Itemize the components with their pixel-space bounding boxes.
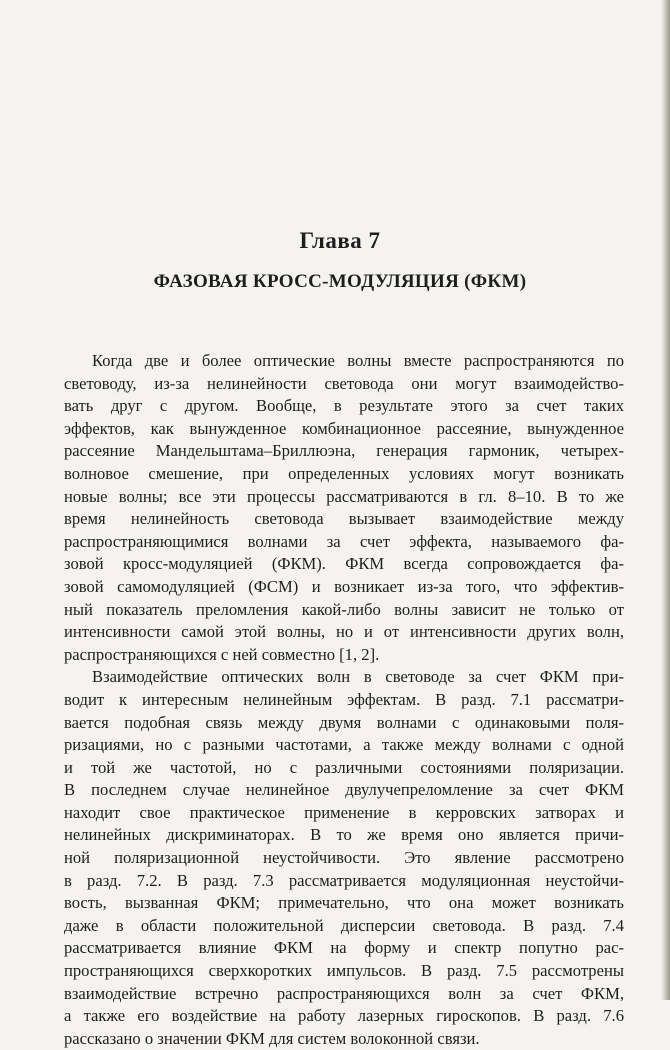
text-line: рассеяние Мандельштама–Бриллюэна, генерация гармоник, четырех- (64, 441, 624, 461)
text-line: вость, вызванная ФКМ; примечательно, что она может возникать (64, 893, 624, 913)
text-line: световоду, из-за нелинейности световода они могут взаимодейство- (64, 373, 624, 393)
text-line: находит свое практическое применение в керровских затворах и (64, 802, 624, 822)
text-line: ной поляризационной неустойчивости. Это явление рассмотрено (64, 848, 624, 868)
paragraph-1 (64, 350, 624, 666)
page-edge-shadow (661, 0, 670, 1000)
chapter-title: ФАЗОВАЯ КРОСС-МОДУЛЯЦИЯ (ФКМ) (153, 271, 527, 292)
text-line: ризациями, но с разными частотами, а также между волнами с одной (64, 735, 624, 755)
text-line: новые волны; все эти процессы рассматриваются в гл. 8–10. В то же (64, 486, 624, 506)
chapter-number: Глава 7 (299, 228, 381, 253)
text-line: взаимодействие встречно распространяющихся волн за счет ФКМ, (64, 983, 624, 1003)
text-line: вать друг с другом. Вообще, в результате этого за счет таких (64, 396, 624, 416)
text-line: волновое смешение, при определенных условиях могут возникать (64, 463, 624, 483)
text-line: интенсивности самой этой волны, но и от интенсивности других волн, (64, 622, 624, 642)
text-line: ный показатель преломления какой-либо волны зависит не только от (64, 599, 624, 619)
text-line: распространяющимися волнами за счет эффекта, называемого фа- (64, 531, 624, 551)
text-line: В последнем случае нелинейное двулучепреломление за счет ФКМ (64, 780, 624, 800)
text-line: Взаимодействие оптических волн в световоде за счет ФКМ при- (92, 667, 624, 687)
text-line: рассматривается влияние ФКМ на форму и спектр попутно рас- (64, 938, 624, 958)
text-line: зовой самомодуляцией (ФСМ) и возникает из-за того, что эффектив- (64, 576, 624, 596)
text-line: Когда две и более оптические волны вместе распространяются по (92, 351, 624, 370)
text-line: время нелинейность световода вызывает взаимодействие между (64, 509, 624, 529)
chapter-intro-text (64, 350, 624, 1050)
paragraph-2 (64, 666, 624, 1050)
text-line: зовой кросс-модуляцией (ФКМ). ФКМ всегда сопровождается фа- (64, 554, 624, 574)
text-line: нелинейных дискриминаторах. В то же время оно является причи- (64, 825, 624, 845)
text-line: вается подобная связь между двумя волнами с одинаковыми поля- (64, 712, 624, 732)
text-line: а также его воздействие на работу лазерных гироскопов. В разд. 7.6 (64, 1006, 624, 1026)
text-line: и той же частотой, но с различными состояниями поляризации. (64, 757, 624, 777)
text-line: водит к интересным нелинейным эффектам. В разд. 7.1 рассматри- (64, 689, 624, 709)
text-line: распространяющихся с ней совместно [1, 2]. (64, 644, 380, 664)
text-line: пространяющихся сверхкоротких импульсов. В разд. 7.5 рассмотрены (64, 961, 624, 981)
text-line: в разд. 7.2. В разд. 7.3 рассматривается модуляционная неустойчи- (64, 870, 624, 890)
text-line: эффектов, как вынужденное комбинационное рассеяние, вынужденное (64, 418, 624, 438)
text-line: даже в области положительной дисперсии световода. В разд. 7.4 (64, 915, 624, 935)
text-line: рассказано о значении ФКМ для систем волоконной связи. (64, 1028, 480, 1048)
